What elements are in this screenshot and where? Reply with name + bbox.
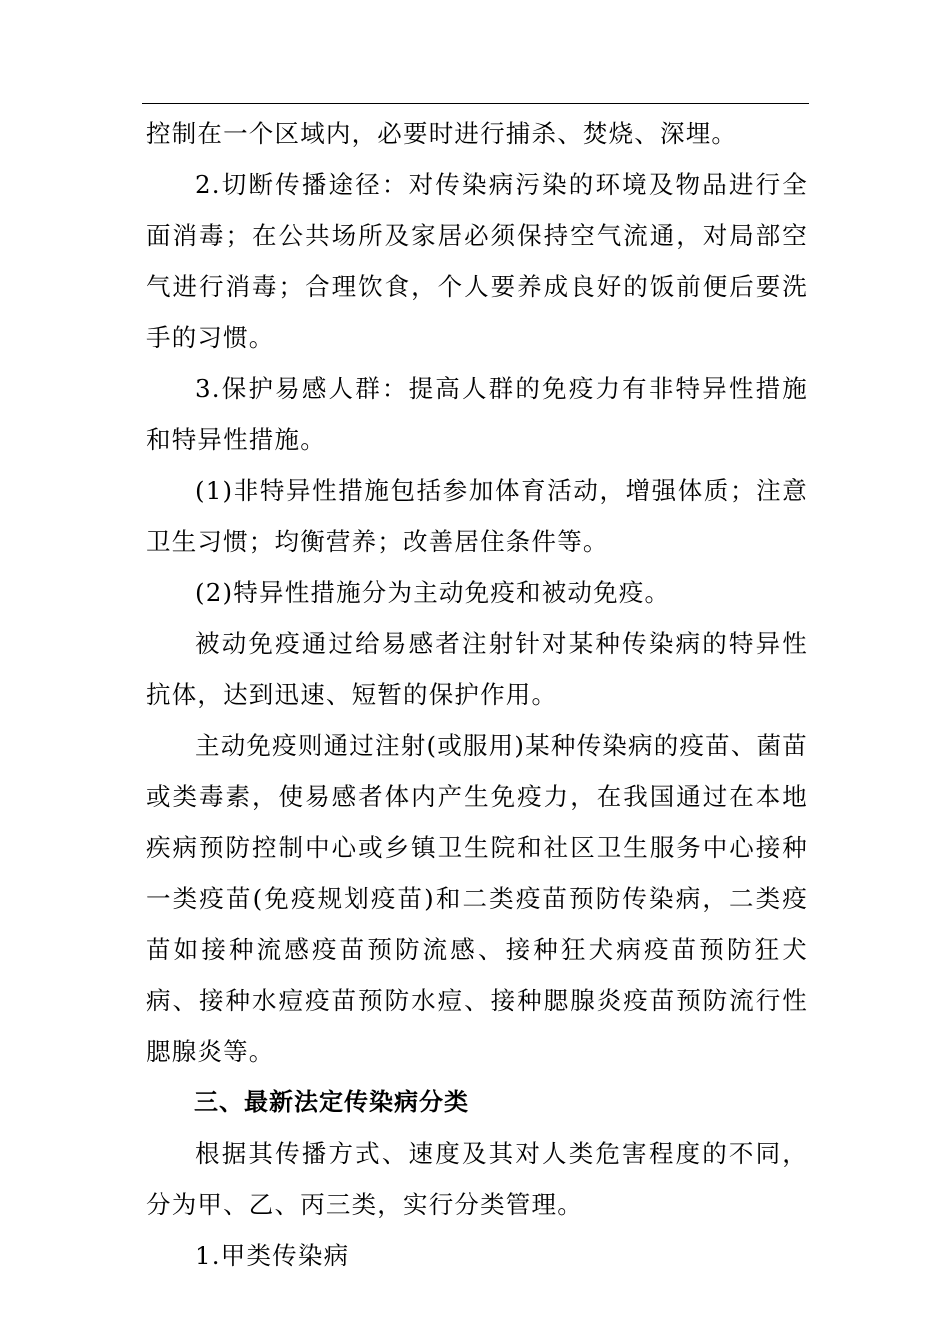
paragraph-continuation: 控制在一个区域内，必要时进行捕杀、焚烧、深埋。 [146, 119, 738, 148]
document-body [146, 108, 808, 1281]
header-rule [142, 103, 809, 104]
paragraph-cut-transmission: 2.切断传播途径：对传染病污染的环境及物品进行全面消毒；在公共场所及家居必须保持空气流通，对局部空气进行消毒；合理饮食，个人要养成良好的饭前便后要洗手的习惯。 [146, 170, 808, 352]
paragraph-protect-susceptible: 3.保护易感人群：提高人群的免疫力有非特异性措施和特异性措施。 [146, 374, 808, 454]
paragraph-passive-immunity: 被动免疫通过给易感者注射针对某种传染病的特异性抗体，达到迅速、短暂的保护作用。 [146, 629, 808, 709]
paragraph-nonspecific-measures: (1)非特异性措施包括参加体育活动，增强体质；注意卫生习惯；均衡营养；改善居住条件等。 [146, 476, 808, 556]
paragraph-active-immunity: 主动免疫则通过注射(或服用)某种传染病的疫苗、菌苗或类毒素，使易感者体内产生免疫力，在我国通过在本地疾病预防控制中心或乡镇卫生院和社区卫生服务中心接种一类疫苗(免疫规划疫苗)和二类疫苗预防传染病，二类疫苗如接种流感疫苗预防流感、接种狂犬病疫苗预防狂犬病、接种水痘疫苗预防水痘、接种腮腺炎疫苗预防流行性腮腺炎等。 [146, 731, 808, 1066]
section-heading: 三、最新法定传染病分类 [194, 1088, 469, 1116]
paragraph-classification: 根据其传播方式、速度及其对人类危害程度的不同，分为甲、乙、丙三类，实行分类管理。 [146, 1139, 808, 1219]
paragraph-class-a-title: 1.甲类传染病 [195, 1241, 350, 1270]
paragraph-specific-measures: (2)特异性措施分为主动免疫和被动免疫。 [195, 578, 671, 607]
